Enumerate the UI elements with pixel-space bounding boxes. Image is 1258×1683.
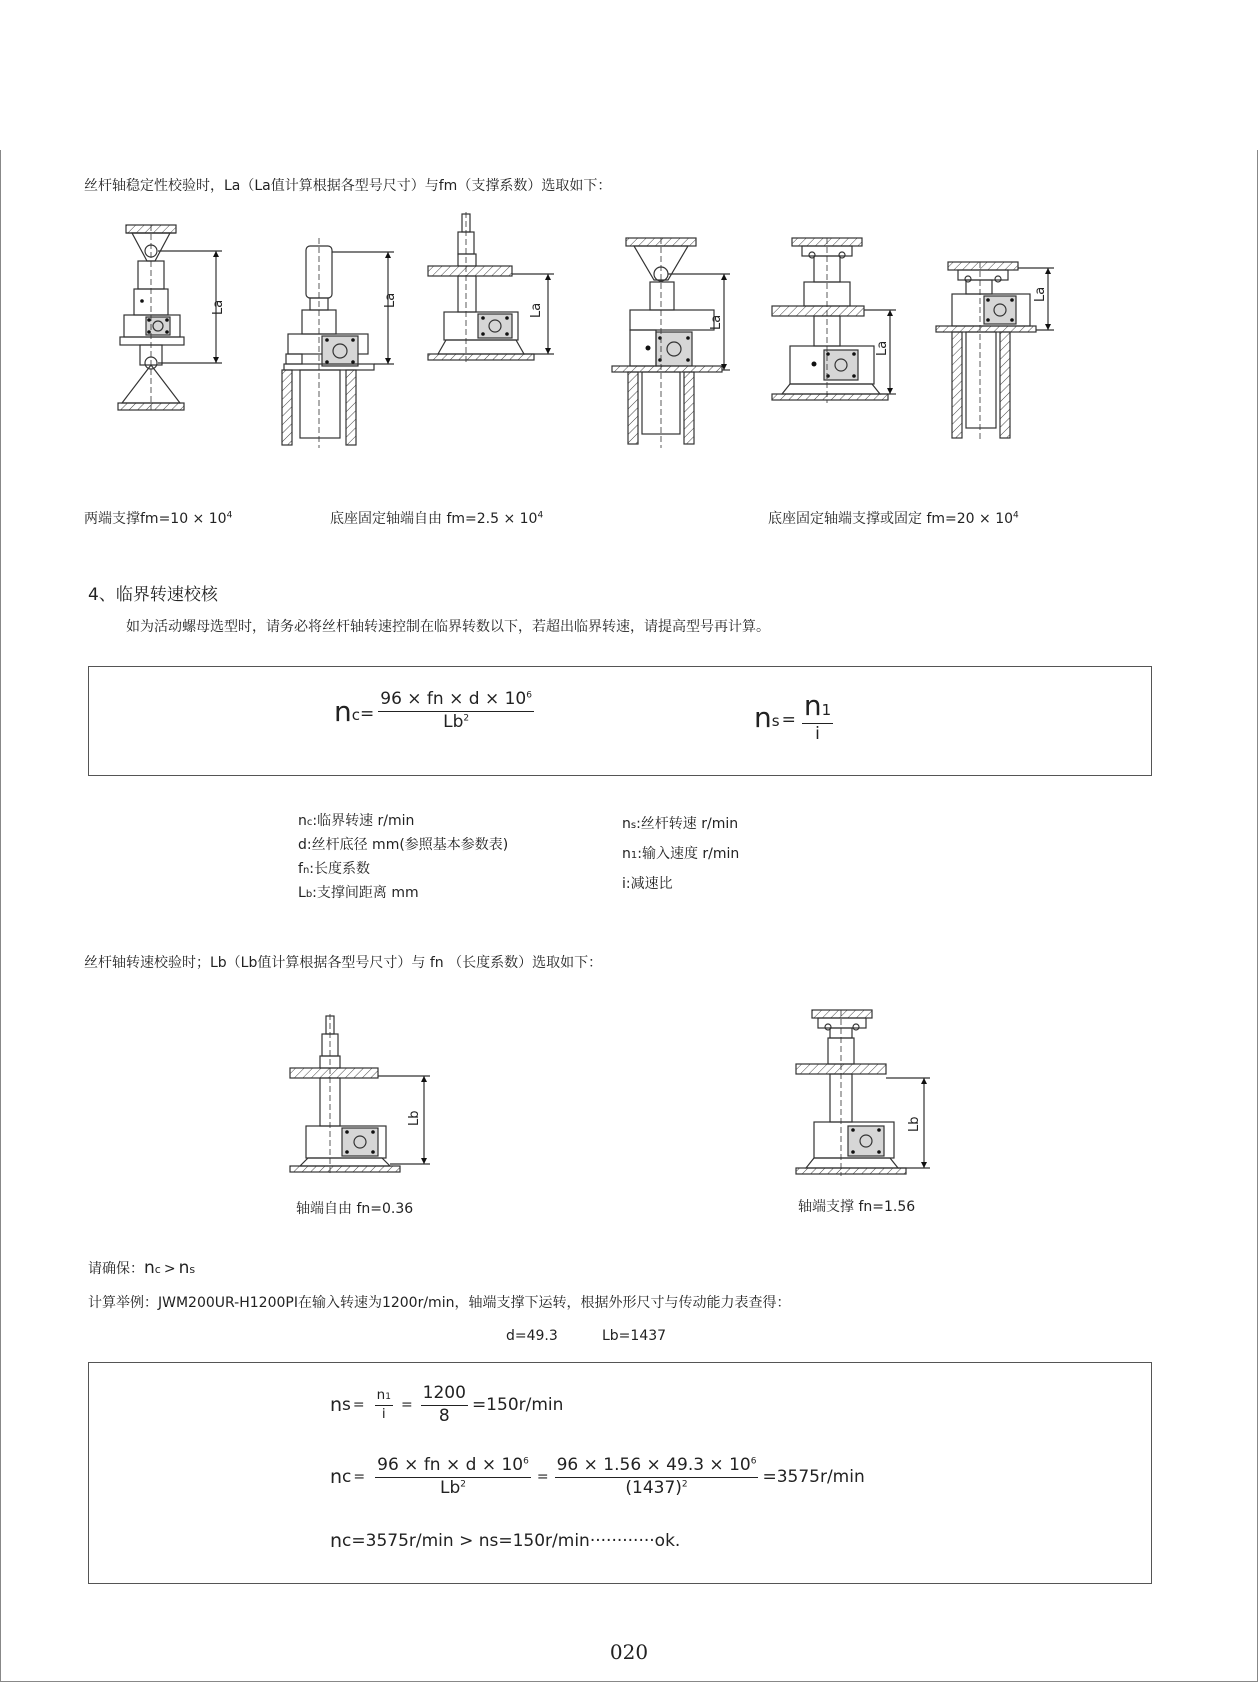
legend-item: fn:长度系数 (298, 861, 370, 877)
stability-intro: 丝杆轴稳定性校验时，La（La值计算根据各型号尺寸）与fm（支撑系数）选取如下： (84, 178, 612, 194)
legend-item: Lb:支撑间距离 mm (298, 885, 419, 901)
section-heading-critical: 4、临界转速校核 (88, 585, 218, 605)
diagram-base-fixed-supported (612, 238, 742, 448)
legend-item: n1:输入速度 r/min (622, 846, 740, 862)
formula-nc: n c = $\frac{96 \times fn \times d \times 10^6}{Lb^2}$ (334, 689, 532, 732)
caption-base-fixed-supported: 底座固定轴端支撑或固定 $fm=20 \times 10^4$ (768, 510, 1019, 527)
example-line: 计算举例：JWM200UR-H1200PI在输入转速为1200r/min，轴端支撑下运转，根据外形尺寸与传动能力表查得： (88, 1295, 791, 1311)
example-d: d=49.3 (506, 1328, 558, 1344)
diagram-base-fixed-supported-2 (772, 238, 902, 438)
legend-item: d:丝杆底径 mm(参照基本参数表) (298, 837, 509, 853)
formula-box (88, 666, 1152, 776)
dim-label-la: La (211, 299, 226, 315)
caption-shaft-free: 轴端自由 fn=0.36 (296, 1201, 414, 1217)
legend-item: nc:临界转速 r/min (298, 813, 415, 829)
page-number: 020 (609, 1640, 649, 1664)
diagram-base-fixed-free (282, 238, 412, 448)
dim-label-lb: Lb (907, 1116, 922, 1132)
diagram-two-end-support (110, 225, 240, 415)
diagram-shaft-supported (796, 1010, 946, 1180)
ensure-line: 请确保：nc > ns (88, 1258, 196, 1278)
example-lb: Lb=1437 (602, 1328, 667, 1344)
calc-conclusion: n c=3575r/min > ns=150r/min············ok. (330, 1530, 681, 1552)
calc-ns: n s = $\frac{n1}{i}$ = $\frac{1200}{8}$ =150r/min (330, 1383, 564, 1426)
critical-intro: 如为活动螺母选型时，请务必将丝杆轴转速控制在临界转数以下，若超出临界转速，请提高型号再计算。 (126, 619, 770, 635)
dim-label-la: La (383, 292, 398, 308)
dim-label-la: La (875, 340, 890, 356)
caption-two-end: 两端支撑$fm=10 \times 10^4$ (84, 510, 233, 527)
diagram-shaft-free (290, 1014, 440, 1174)
legend-left (298, 810, 508, 906)
dim-label-lb: Lb (407, 1110, 422, 1126)
speed-intro: 丝杆轴转速校验时；Lb（Lb值计算根据各型号尺寸）与 fn （长度系数）选取如下： (84, 955, 603, 971)
diagram-base-fixed-free-2 (428, 212, 558, 372)
dim-label-la: La (1033, 286, 1048, 302)
calc-nc: n c = $\frac{96 \times fn \times d \times 10^6}{Lb^2}$ = $\frac{96 \times 1.56 \times 49.3 \times 10^6}{(1437)^2}$ =3575r/min (330, 1455, 865, 1498)
legend-right (622, 810, 739, 900)
dim-label-la: La (529, 302, 544, 318)
diagram-base-fixed-supported-3 (936, 262, 1066, 442)
dim-label-la: La (709, 314, 724, 330)
caption-shaft-supported: 轴端支撑 fn=1.56 (798, 1199, 916, 1215)
legend-item: ns:丝杆转速 r/min (622, 816, 739, 832)
formula-ns: n s = $\frac{n1}{i}$ (754, 689, 832, 745)
caption-base-fixed-free: 底座固定轴端自由 $fm=2.5 \times 10^4$ (330, 510, 544, 527)
legend-item: i:减速比 (622, 876, 673, 892)
